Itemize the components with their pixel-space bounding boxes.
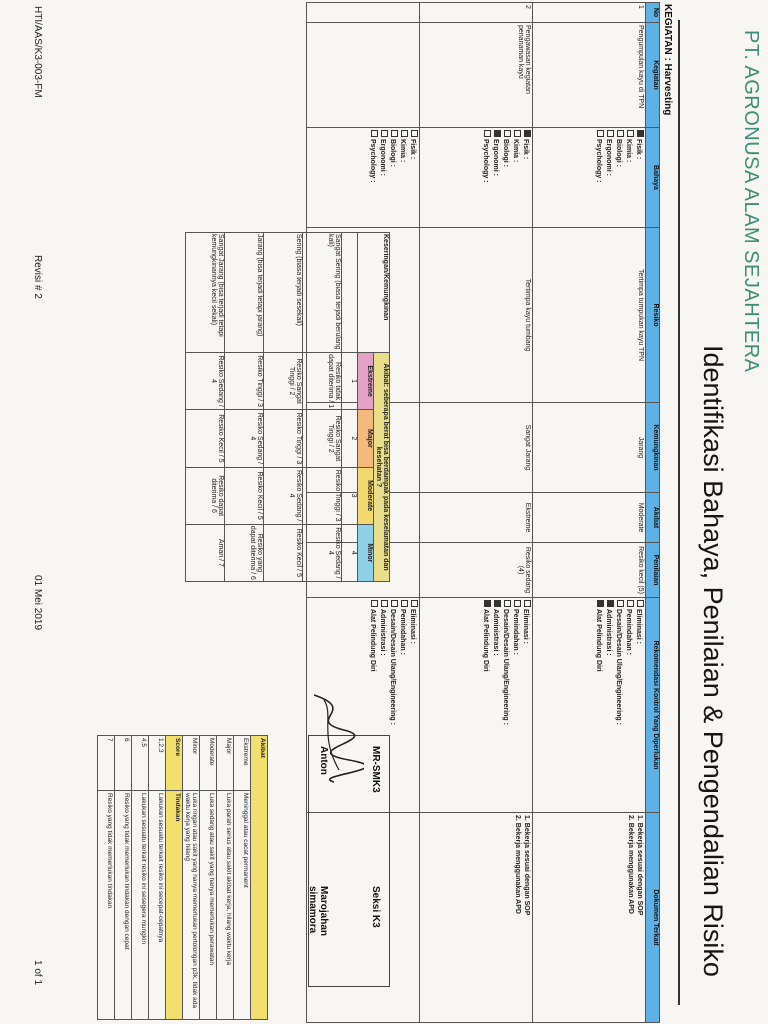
- matrix-cell: Resiko Kecil / 5: [186, 410, 225, 467]
- checkbox-icon: [381, 600, 388, 607]
- checkbox-icon: [524, 130, 531, 137]
- checkbox-icon: [391, 600, 398, 607]
- col-header: Dokumen Terkait: [646, 813, 660, 1023]
- legend-desc: Meninggal atau cacat permanent: [234, 791, 251, 1020]
- rekomendasi-check: [481, 600, 491, 810]
- checkbox-icon: [627, 600, 634, 607]
- checkbox-icon: [391, 130, 398, 137]
- matrix-row-label: Jarang (bisa terjadi tetapi jarang): [225, 233, 264, 353]
- legend-score-head: Score: [166, 736, 183, 791]
- level-num: 3: [342, 467, 358, 524]
- legend-desc: Luka sedang atau sakit yang hanya memerlukan perawatan: [200, 791, 217, 1020]
- checkbox-icon: [504, 130, 511, 137]
- rekomendasi-check: [624, 600, 634, 810]
- rekomendasi-label: Desain/Desain Ulang/Engineering :: [615, 609, 622, 725]
- checkbox-icon: [627, 130, 634, 137]
- footer-date: 01 Mei 2019: [32, 575, 43, 631]
- row-penilaian: Resiko sedang (4): [420, 543, 533, 598]
- bahaya-check: [634, 130, 644, 225]
- checkbox-icon: [371, 130, 378, 137]
- footer-page: 1 of 1: [32, 960, 43, 986]
- bahaya-check: [388, 130, 398, 225]
- legend-score: 4,5: [132, 736, 149, 791]
- col-header: Penilaian: [646, 543, 660, 598]
- checkbox-icon: [617, 130, 624, 137]
- dokumen-item: 2. Bekerja menggunakan APD: [514, 815, 521, 914]
- checkbox-icon: [504, 600, 511, 607]
- matrix-row-label: Sangat Sering (biasa terjadi berulang kali): [303, 233, 342, 353]
- bahaya-check: [521, 130, 531, 225]
- approval-section: Seksi K3: [370, 886, 381, 928]
- bahaya-label: Ergonomi :: [379, 139, 386, 176]
- matrix-cell: Resiko dapat diterima / 6: [186, 467, 225, 524]
- row-resiko: Tertimpa kayu tumbang: [420, 228, 533, 403]
- matrix-row-label: Sangat Jarang (bisa terjadi tetapi kemungkinannya kecil sekali): [186, 233, 225, 353]
- checkbox-icon: [371, 600, 378, 607]
- bahaya-check: [378, 130, 388, 225]
- level-name: Ekstreme: [366, 365, 373, 397]
- legend-tindakan-head: Tindakan: [166, 791, 183, 1020]
- rekomendasi-label: Alat Pelindung Diri: [369, 609, 376, 672]
- col-header: Rekomendasi Kontrol Yang Diperlukan: [646, 598, 660, 813]
- rekomendasi-label: Pemindahan :: [399, 609, 406, 655]
- legend-row: [149, 736, 166, 1020]
- checkbox-icon: [637, 600, 644, 607]
- legend-level: Ekstreme: [234, 736, 251, 791]
- checkbox-icon: [401, 600, 408, 607]
- rekomendasi-label: Desain/Desain Ulang/Engineering :: [389, 609, 396, 725]
- row-rekomendasi: [420, 598, 533, 813]
- bahaya-label: Ergonomi :: [605, 139, 612, 176]
- rekomendasi-label: Eliminasi :: [635, 609, 642, 645]
- company-name: PT. AGRONUSA ALAM SEJAHTERA: [740, 30, 762, 373]
- row-rekomendasi: [533, 598, 646, 813]
- rekomendasi-label: Eliminasi :: [409, 609, 416, 645]
- level-num: 1: [342, 353, 358, 410]
- legend-row: [200, 736, 217, 1020]
- bahaya-label: Fisik :: [635, 139, 642, 160]
- footer-code: HTI/AAS/K3-003-FM: [32, 6, 43, 98]
- bahaya-label: Fisik :: [409, 139, 416, 160]
- rekomendasi-check: [614, 600, 624, 810]
- matrix-cell: Resiko Sedang / 4: [264, 467, 303, 524]
- rekomendasi-label: Pemindahan :: [512, 609, 519, 655]
- legend-row: [234, 736, 251, 1020]
- checkbox-icon: [411, 130, 418, 137]
- bahaya-label: Biologi :: [389, 139, 396, 167]
- rekomendasi-check: [594, 600, 604, 810]
- col-header: Akibat: [646, 493, 660, 543]
- row-kegiatan: [307, 23, 420, 128]
- row-resiko: Tertimpa tumpukan kayu TPN: [533, 228, 646, 403]
- legend-table: [97, 735, 268, 1020]
- legend-desc: Resiko yang tidak memerlukan tindakan dengan cepat: [115, 791, 132, 1020]
- matrix-row: [186, 233, 225, 582]
- bahaya-label: Biologi :: [615, 139, 622, 167]
- rekomendasi-label: Desain/Desain Ulang/Engineering :: [502, 609, 509, 725]
- matrix-row: [264, 233, 303, 582]
- rekomendasi-label: Administrasi :: [605, 609, 612, 656]
- level-name: Moderate: [366, 480, 373, 512]
- kegiatan-label: KEGIATAN : Harvesting: [662, 4, 673, 116]
- rekomendasi-check: [634, 600, 644, 810]
- rekomendasi-check: [408, 600, 418, 810]
- approver-name-2: Marojahan simamora: [307, 886, 329, 937]
- rekomendasi-label: Alat Pelindung Diri: [595, 609, 602, 672]
- approver-name-1: Anton: [318, 746, 329, 775]
- checkbox-icon: [597, 130, 604, 137]
- checkbox-icon: [607, 600, 614, 607]
- matrix-cell: Resiko Sangat Tinggi / 2: [303, 410, 342, 467]
- legend-level: Minor: [183, 736, 200, 791]
- row-dokumen: [533, 813, 646, 1023]
- bahaya-check: [368, 130, 378, 225]
- row-no: 1: [533, 3, 646, 23]
- bahaya-check: [501, 130, 511, 225]
- matrix-cell: Aman / 7: [186, 524, 225, 581]
- matrix-cell: Resiko Tinggi / 3: [303, 467, 342, 524]
- bahaya-check: [408, 130, 418, 225]
- legend-desc: Lakukan sesuatu terkait resiko ini sesegera mungkin: [132, 791, 149, 1020]
- legend-akibat-head: Akibat: [251, 736, 268, 1020]
- checkbox-icon: [597, 600, 604, 607]
- risk-matrix: [185, 232, 390, 582]
- matrix-row-label: Sering (biasa terjadi sesekali): [264, 233, 303, 353]
- bahaya-check: [481, 130, 491, 225]
- rekomendasi-check: [521, 600, 531, 810]
- checkbox-icon: [494, 600, 501, 607]
- row-bahaya: [307, 128, 420, 228]
- rekomendasi-label: Administrasi :: [492, 609, 499, 656]
- matrix-row: [303, 233, 342, 582]
- legend-score: 6: [115, 736, 132, 791]
- row-kegiatan: Pengawasan kegiatan penanaman kayu: [420, 23, 533, 128]
- level-moderate: [358, 467, 374, 524]
- level-major: [358, 410, 374, 467]
- bahaya-label: Psychology :: [369, 139, 376, 183]
- matrix-cell: Resiko Sedang / 4: [303, 524, 342, 581]
- col-header: Kemungkinan: [646, 403, 660, 493]
- table-header-row: [646, 3, 660, 1023]
- bahaya-check: [614, 130, 624, 225]
- row-no: 2: [420, 3, 533, 23]
- matrix-cell: Resiko Kecil / 5: [225, 467, 264, 524]
- level-num: 2: [342, 410, 358, 467]
- legend-desc: Lakukan sesuatu terkait resiko ini secepat-cepatnya: [149, 791, 166, 1020]
- row-kemungkinan: Jarang: [533, 403, 646, 493]
- dokumen-item: 1. Bekerja sesuai dengan SOP: [636, 815, 643, 916]
- row-akibat: Moderate: [533, 493, 646, 543]
- rekomendasi-label: Pemindahan :: [625, 609, 632, 655]
- row-bahaya: [533, 128, 646, 228]
- level-name: Major: [366, 429, 373, 448]
- row-kegiatan: Pengumpulan kayu di TPN: [533, 23, 646, 128]
- col-header: Kegiatan: [646, 23, 660, 128]
- checkbox-icon: [411, 600, 418, 607]
- matrix-cell: Resiko Kecil / 5: [264, 524, 303, 581]
- matrix-corner: Keseringan/Kemungkinan: [358, 233, 390, 353]
- checkbox-icon: [514, 130, 521, 137]
- rekomendasi-check: [511, 600, 521, 810]
- dokumen-item: 1. Bekerja sesuai dengan SOP: [523, 815, 530, 916]
- rekomendasi-check: [398, 600, 408, 810]
- legend-row: [132, 736, 149, 1020]
- title-rule: [678, 20, 680, 1005]
- checkbox-icon: [617, 600, 624, 607]
- row-no: [307, 3, 420, 23]
- legend-desc: Luka ringan atau sakit yang hanya memerlukan pertolongan p3k, tidak ada waktu kerja yang hilang: [183, 791, 200, 1020]
- matrix-cell: Resiko Tinggi / 3: [264, 410, 303, 467]
- table-row: [420, 3, 533, 1023]
- footer-revisi: Revisi # 2: [32, 255, 43, 299]
- checkbox-icon: [484, 130, 491, 137]
- table-row: [533, 3, 646, 1023]
- matrix-cell: Resiko Sangat Tinggi / 2: [264, 353, 303, 410]
- bahaya-label: Psychology :: [482, 139, 489, 183]
- bahaya-label: Biologi :: [502, 139, 509, 167]
- rekomendasi-label: Administrasi :: [379, 609, 386, 656]
- approval-code: MR-SMK3: [370, 746, 381, 793]
- checkbox-icon: [401, 130, 408, 137]
- rekomendasi-label: Eliminasi :: [522, 609, 529, 645]
- checkbox-icon: [514, 600, 521, 607]
- checkbox-icon: [484, 600, 491, 607]
- matrix-row: [225, 233, 264, 582]
- legend-row: [115, 736, 132, 1020]
- legend-desc: Resiko yang tidak memerlukan tindakan: [98, 791, 115, 1020]
- legend-score: 7: [98, 736, 115, 791]
- matrix-blank: [342, 233, 358, 353]
- legend-row: [217, 736, 234, 1020]
- legend-desc: Luka parah serius atau sakit akibat kerja, hilang waktu kerja: [217, 791, 234, 1020]
- legend-score: 1,2,3: [149, 736, 166, 791]
- checkbox-icon: [524, 600, 531, 607]
- bahaya-check: [491, 130, 501, 225]
- matrix-num-row: [342, 233, 358, 582]
- bahaya-check: [604, 130, 614, 225]
- bahaya-label: Ergonomi :: [492, 139, 499, 176]
- bahaya-check: [398, 130, 408, 225]
- level-minor: [358, 524, 374, 581]
- checkbox-icon: [381, 130, 388, 137]
- level-name: Minor: [366, 543, 373, 563]
- col-header: Bahaya: [646, 128, 660, 228]
- legend-level: Moderate: [200, 736, 217, 791]
- legend-head-row: [251, 736, 268, 1020]
- row-dokumen: [420, 813, 533, 1023]
- matrix-cell: Resiko Sedang / 4: [186, 353, 225, 410]
- rekomendasi-check: [491, 600, 501, 810]
- bahaya-check: [511, 130, 521, 225]
- signature-scribble: [294, 690, 364, 785]
- bahaya-label: Psychology :: [595, 139, 602, 183]
- legend-level: Major: [217, 736, 234, 791]
- row-penilaian: Resiko kecil (5): [533, 543, 646, 598]
- checkbox-icon: [637, 130, 644, 137]
- row-bahaya: [420, 128, 533, 228]
- row-kemungkinan: Sangat Jarang: [420, 403, 533, 493]
- bahaya-check: [594, 130, 604, 225]
- rekomendasi-check: [604, 600, 614, 810]
- legend-score-head-row: [166, 736, 183, 1020]
- checkbox-icon: [494, 130, 501, 137]
- level-extreme: [358, 353, 374, 410]
- matrix-akibat-title: Akibat: seberapa berat bisa berdampak pada keselamatan dan kesehatan ?: [374, 353, 390, 582]
- matrix-cell: Resiko Sedang / 4: [225, 410, 264, 467]
- bahaya-label: Kimia :: [399, 139, 406, 163]
- row-akibat: Ekstreme: [420, 493, 533, 543]
- legend-row: [98, 736, 115, 1020]
- bahaya-check: [624, 130, 634, 225]
- bahaya-label: Kimia :: [512, 139, 519, 163]
- col-header: No: [646, 3, 660, 23]
- matrix-cell: Resiko tidak dapat diterima / 1: [303, 353, 342, 410]
- level-num: 4: [342, 524, 358, 581]
- document-title: Identifikasi Bahaya, Penilaian & Pengendalian Risiko: [698, 345, 728, 977]
- rekomendasi-label: Alat Pelindung Diri: [482, 609, 489, 672]
- dokumen-item: 2. Bekerja menggunakan APD: [627, 815, 634, 914]
- col-header: Resiko: [646, 228, 660, 403]
- matrix-cell: Resiko Tinggi / 3: [225, 353, 264, 410]
- matrix-cell: Resiko yang dapat diterima / 6: [225, 524, 264, 581]
- rekomendasi-check: [501, 600, 511, 810]
- bahaya-label: Fisik :: [522, 139, 529, 160]
- checkbox-icon: [607, 130, 614, 137]
- matrix-title-row: [374, 233, 390, 582]
- legend-row: [183, 736, 200, 1020]
- bahaya-label: Kimia :: [625, 139, 632, 163]
